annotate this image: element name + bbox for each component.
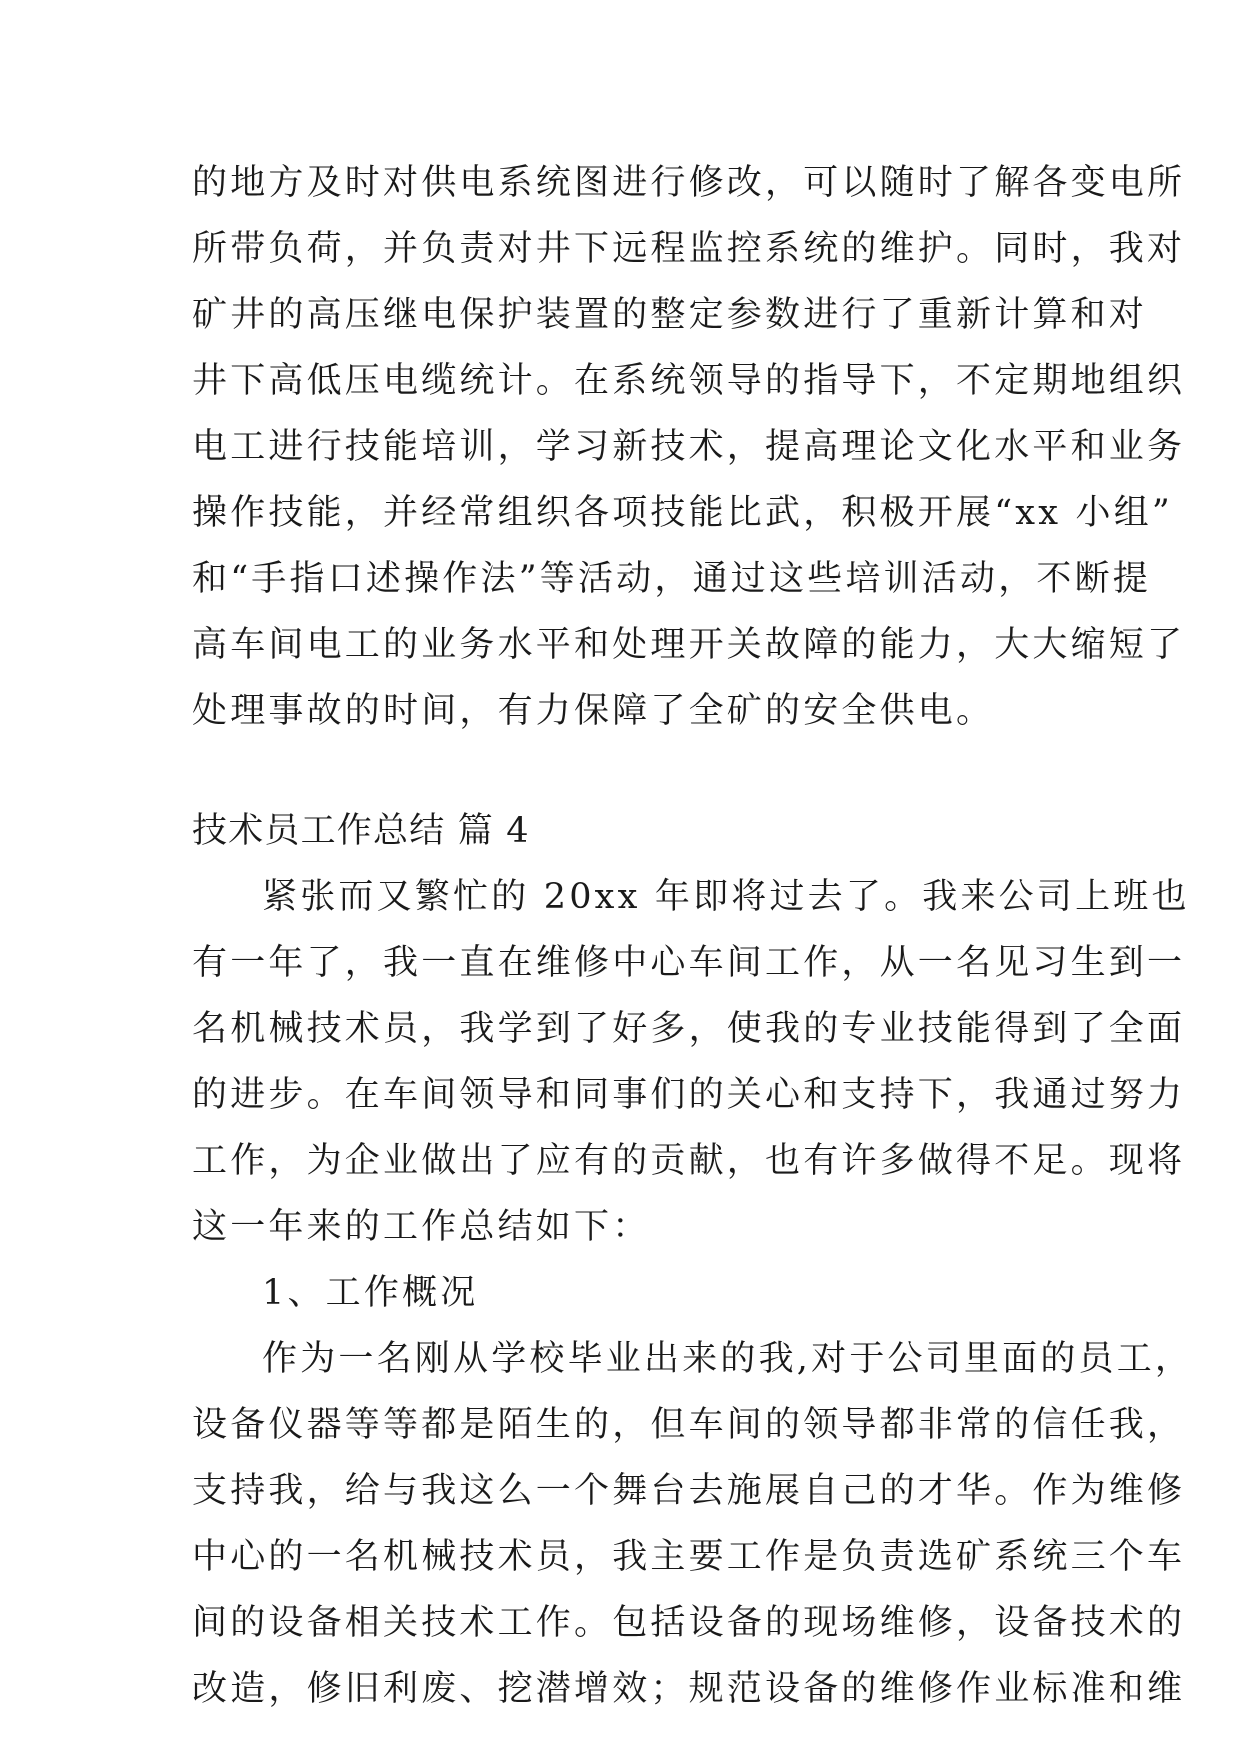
paragraph-gap (192, 744, 1052, 798)
text-line: 作为一名刚从学校毕业出来的我,对于公司里面的员工， (262, 1339, 1194, 1379)
text-line: 操作技能，并经常组织各项技能比武，积极开展“xx 小组” (192, 493, 1173, 533)
text-line: 矿井的高压继电保护装置的整定参数进行了重新计算和对 (192, 295, 1148, 335)
text-line: 井下高低压电缆统计。在系统领导的指导下，不定期地组织 (192, 361, 1186, 401)
text-line: 工作，为企业做出了应有的贡献，也有许多做得不足。现将 (192, 1141, 1186, 1181)
text-line: 改造，修旧利废、挖潜增效；规范设备的维修作业标准和维 (192, 1669, 1186, 1709)
text-line: 和“手指口述操作法”等活动，通过这些培训活动，不断提 (192, 559, 1151, 599)
text-line: 电工进行技能培训，学习新技术，提高理论文化水平和业务 (192, 427, 1186, 467)
text-line: 高车间电工的业务水平和处理开关故障的能力，大大缩短了 (192, 625, 1186, 665)
text-line: 名机械技术员，我学到了好多，使我的专业技能得到了全面 (192, 1009, 1186, 1049)
text-line: 所带负荷，并负责对井下远程监控系统的维护。同时，我对 (192, 229, 1186, 269)
text-line: 中心的一名机械技术员，我主要工作是负责选矿系统三个车 (192, 1537, 1186, 1577)
text-line: 的地方及时对供电系统图进行修改，可以随时了解各变电所 (192, 163, 1186, 203)
text-line: 支持我，给与我这么一个舞台去施展自己的才华。作为维修 (192, 1471, 1186, 1511)
subheading: 1、工作概况 (262, 1273, 479, 1313)
text-line: 紧张而又繁忙的 20xx 年即将过去了。我来公司上班也 (262, 877, 1190, 917)
body-paragraph (192, 1326, 1194, 1722)
section-previous-paragraph (192, 150, 1186, 744)
text-line: 间的设备相关技术工作。包括设备的现场维修，设备技术的 (192, 1603, 1186, 1643)
text-line: 这一年来的工作总结如下： (192, 1207, 651, 1247)
text-line: 的进步。在车间领导和同事们的关心和支持下，我通过努力 (192, 1075, 1186, 1115)
section-heading: 技术员工作总结 篇 4 (192, 811, 530, 851)
text-line: 设备仪器等等都是陌生的，但车间的领导都非常的信任我， (192, 1405, 1186, 1445)
intro-paragraph (192, 864, 1190, 1260)
text-line: 处理事故的时间，有力保障了全矿的安全供电。 (192, 691, 995, 731)
text-line: 有一年了，我一直在维修中心车间工作，从一名见习生到一 (192, 943, 1186, 983)
document-body (192, 150, 1194, 1722)
